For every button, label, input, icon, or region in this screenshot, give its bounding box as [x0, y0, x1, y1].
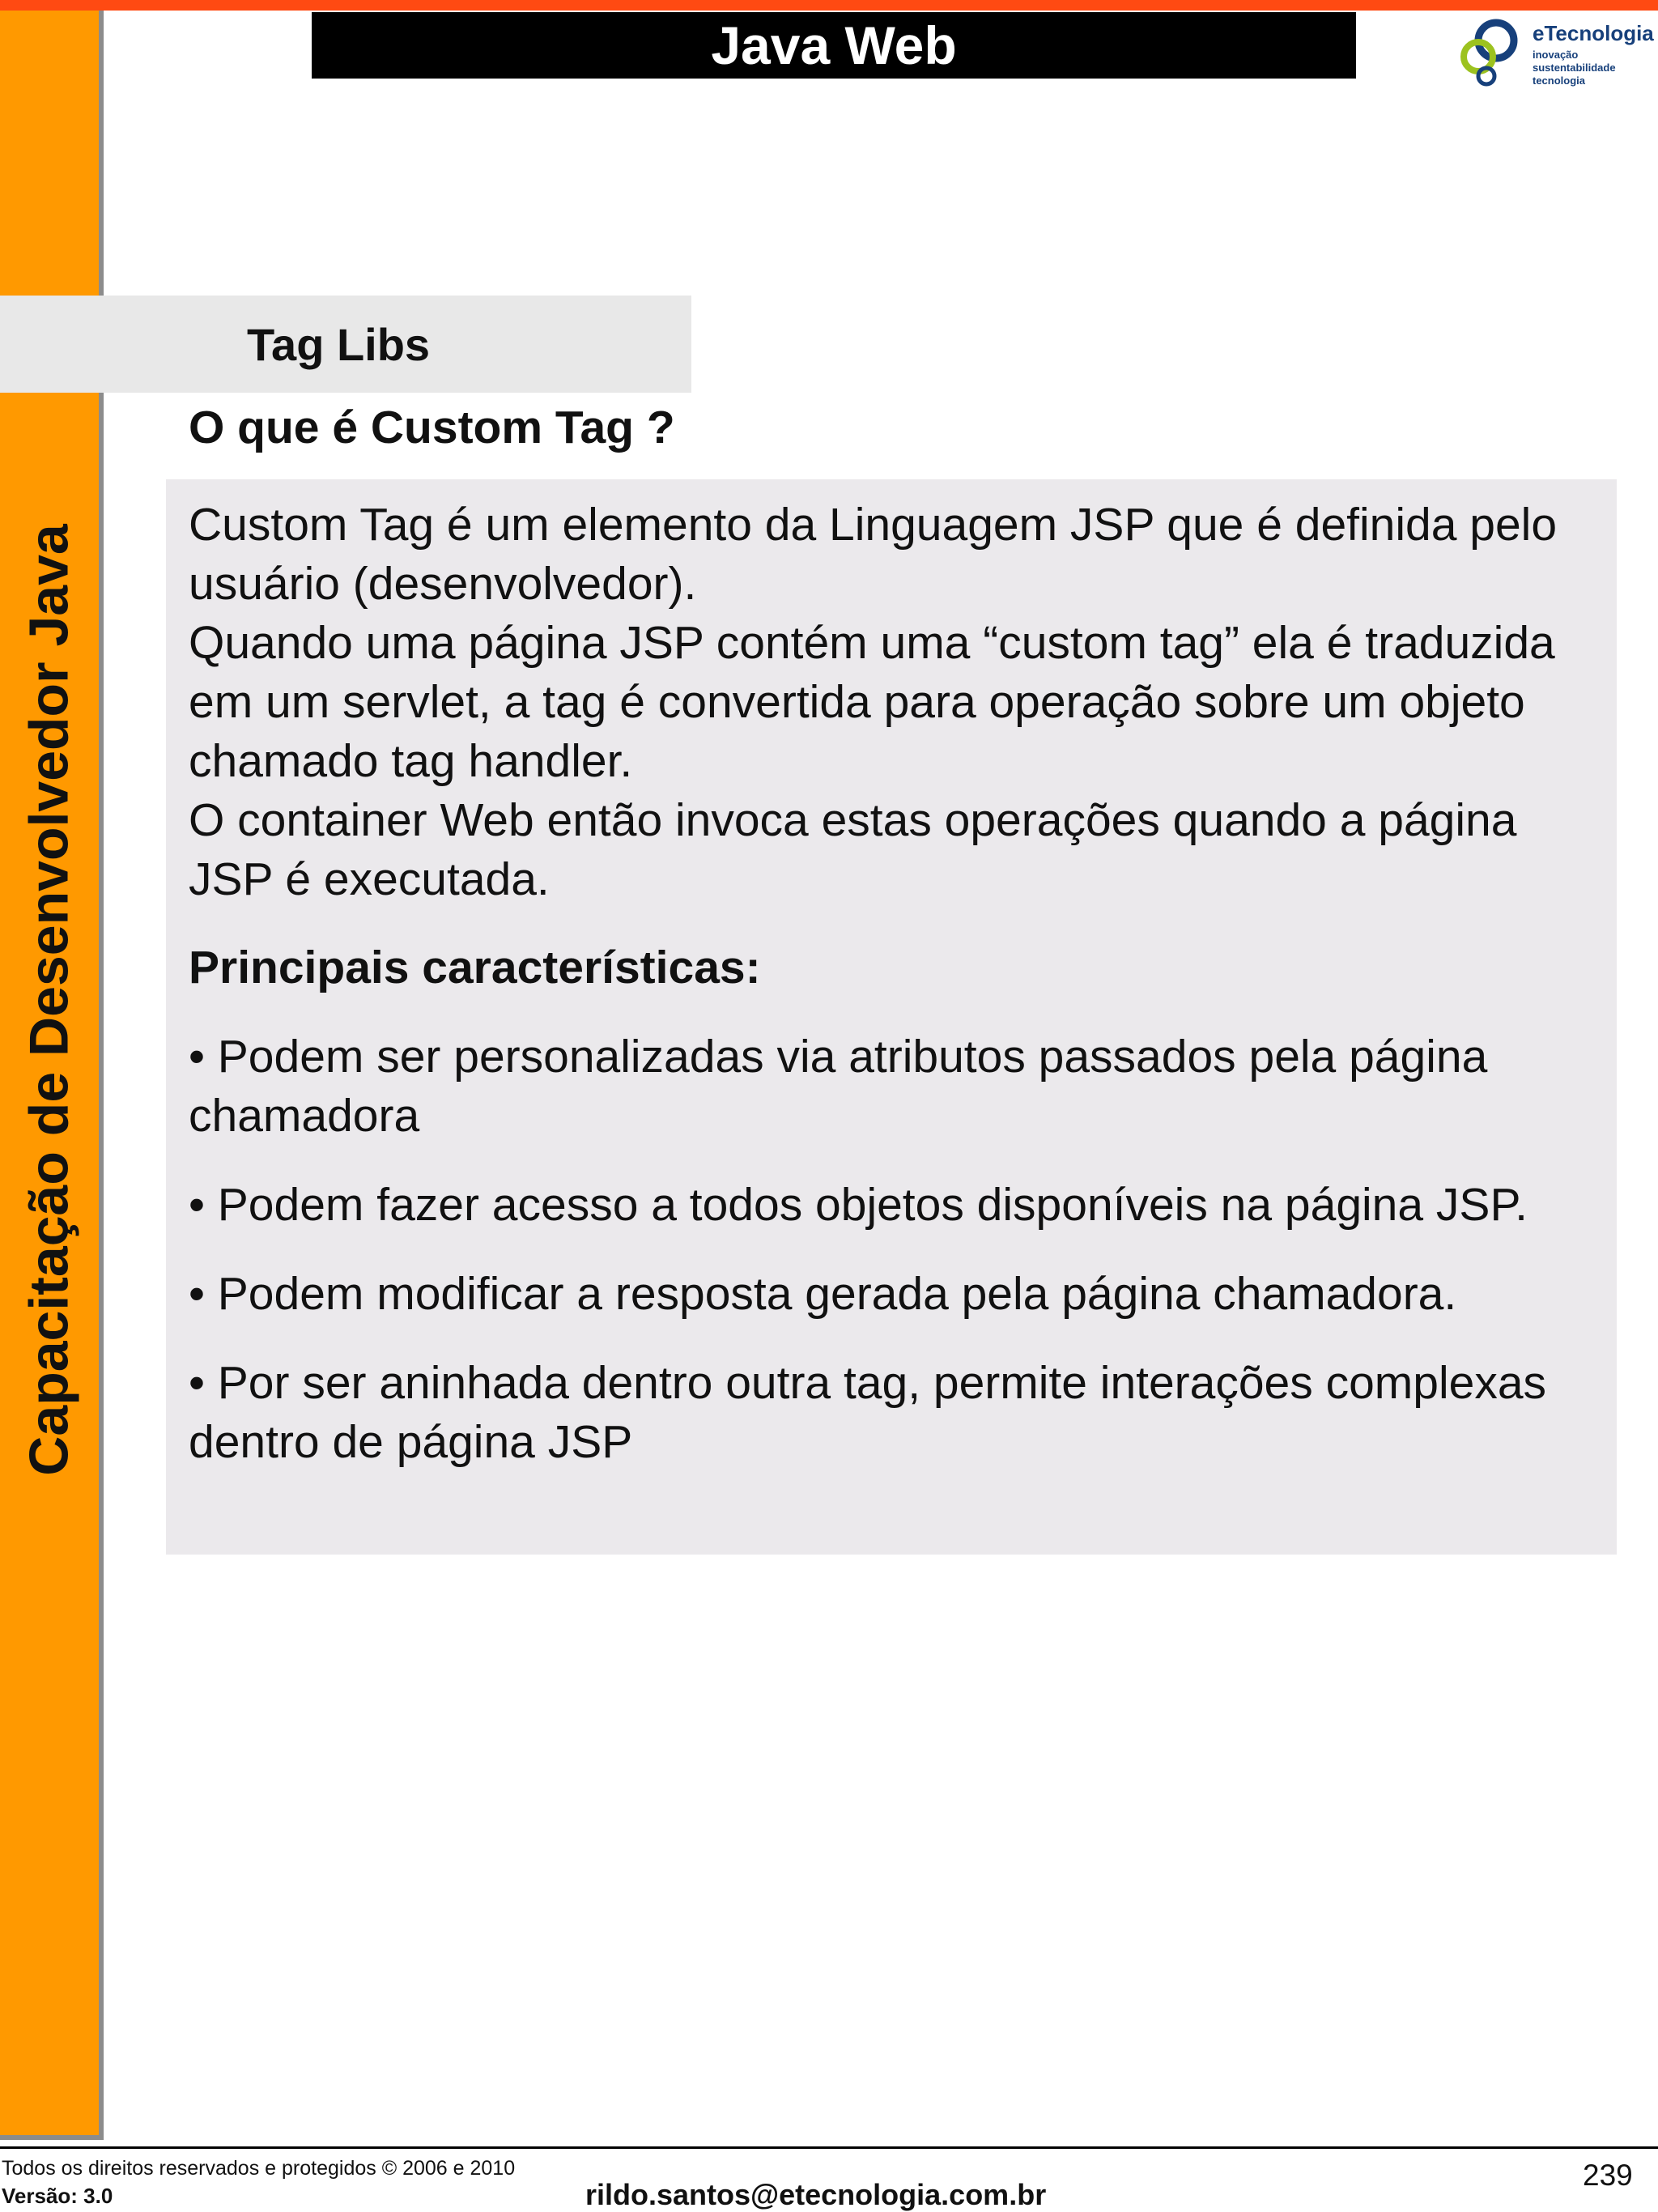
- feature-bullet: • Podem fazer acesso a todos objetos disponíveis na página JSP.: [189, 1179, 1528, 1231]
- footer-version: Versão: 3.0: [2, 2184, 113, 2208]
- sidebar-vertical-text: Capacitação de Desenvolvedor Java: [19, 524, 80, 1476]
- content-paragraph: O container Web então invoca estas operações quando a página JSP é executada.: [189, 794, 1517, 905]
- etecnologia-logo: [1449, 15, 1658, 96]
- section-tab-title: Tag Libs: [247, 319, 431, 370]
- logo-rings-icon: [1449, 15, 1530, 96]
- logo-tagline: inovação: [1533, 49, 1579, 61]
- logo-tagline: tecnologia: [1533, 74, 1586, 87]
- page-number: 239: [1583, 2159, 1633, 2192]
- features-heading: Principais características:: [189, 942, 761, 993]
- page-title: Java Web: [711, 15, 957, 75]
- sidebar-accent-top: [0, 11, 104, 296]
- content-paragraph: Custom Tag é um elemento da Linguagem JSP que é definida pelo usuário (desenvolvedor).: [189, 499, 1558, 610]
- page-title-bar: [312, 12, 1356, 79]
- top-accent-stripe: [0, 0, 1658, 11]
- feature-bullet: • Podem ser personalizadas via atributos passados pela página chamadora: [189, 1031, 1488, 1142]
- content-box: [166, 479, 1617, 1555]
- section-subtitle: O que é Custom Tag ?: [189, 402, 675, 453]
- logo-tagline: sustentabilidade: [1533, 62, 1616, 74]
- content-paragraph: Quando uma página JSP contém uma “custom tag” ela é traduzida em um servlet, a tag é convertida para operação sobre um objeto chamado tag handler.: [189, 617, 1555, 787]
- feature-bullet: • Por ser aninhada dentro outra tag, permite interações complexas dentro de página JSP: [189, 1357, 1547, 1468]
- feature-bullet: • Podem modificar a resposta gerada pela página chamadora.: [189, 1268, 1457, 1320]
- section-tab: [0, 296, 691, 393]
- footer-email: rildo.santos@etecnologia.com.br: [585, 2178, 1047, 2211]
- sidebar-vertical-title: [0, 393, 99, 1607]
- footer-copyright: Todos os direitos reservados e protegidos © 2006 e 2010: [2, 2157, 516, 2180]
- footer-divider: [0, 2146, 1658, 2149]
- logo-name: eTecnologia: [1533, 21, 1654, 45]
